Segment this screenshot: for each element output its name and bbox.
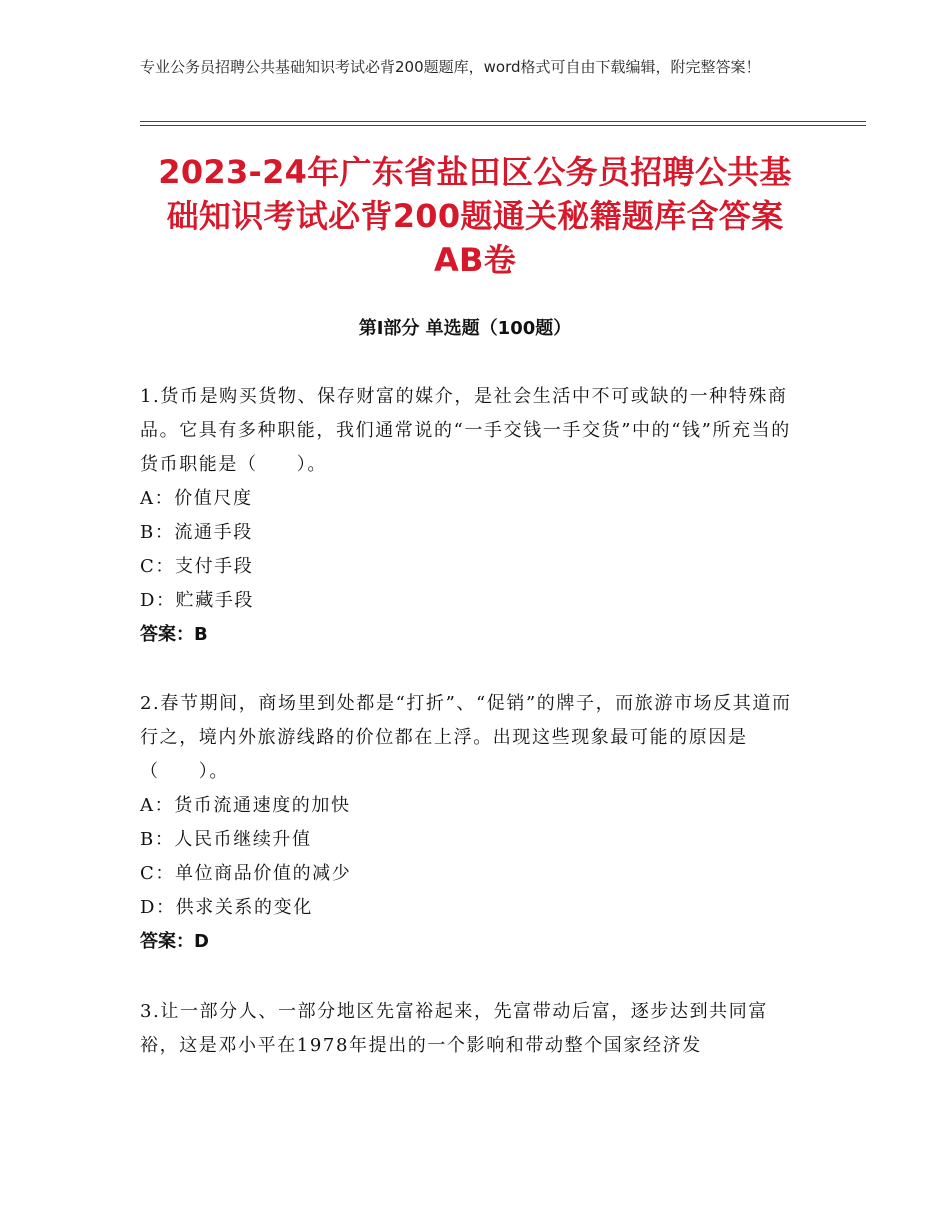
- option-d: D：贮藏手段: [140, 590, 255, 611]
- question-text: 3.让一部分人、一部分地区先富裕起来，先富带动后富，逐步达到共同富裕，这是邓小平在1978年提出的一个影响和带动整个国家经济发: [140, 1001, 768, 1056]
- header-rule-top: [140, 121, 866, 122]
- header-rule-bottom: [140, 125, 866, 126]
- answer: 答案：B: [140, 624, 208, 645]
- title-line: AB卷: [433, 241, 517, 279]
- title-line: 础知识考试必背200题通关秘籍题库含答案: [166, 197, 784, 235]
- option-a: A：货币流通速度的加快: [140, 795, 351, 816]
- answer: 答案：D: [140, 931, 209, 952]
- question-text: 2.春节期间，商场里到处都是“打折”、“促销”的牌子，而旅游市场反其道而行之，境内外旅游线路的价位都在上浮。出现这些现象最可能的原因是（ ）。: [140, 693, 792, 782]
- header-note: 专业公务员招聘公共基础知识考试必背200题题库，word格式可自由下载编辑，附完整答案！: [140, 58, 761, 76]
- option-c: C：支付手段: [140, 556, 254, 577]
- option-b: B：流通手段: [140, 522, 253, 543]
- title-line: 2023-24年广东省盐田区公务员招聘公共基: [158, 153, 792, 191]
- question-1: [140, 380, 805, 652]
- option-a: A：价值尺度: [140, 488, 253, 509]
- option-b: B：人民币继续升值: [140, 829, 312, 850]
- question-3: [140, 995, 805, 1063]
- document-title: [130, 150, 820, 282]
- question-2: [140, 687, 805, 959]
- section-heading: 第Ⅰ部分 单选题（100题）: [358, 318, 572, 339]
- option-d: D：供求关系的变化: [140, 897, 313, 918]
- question-text: 1.货币是购买货物、保存财富的媒介，是社会生活中不可或缺的一种特殊商品。它具有多种职能，我们通常说的“一手交钱一手交货”中的“钱”所充当的货币职能是（ ）。: [140, 386, 791, 475]
- option-c: C：单位商品价值的减少: [140, 863, 352, 884]
